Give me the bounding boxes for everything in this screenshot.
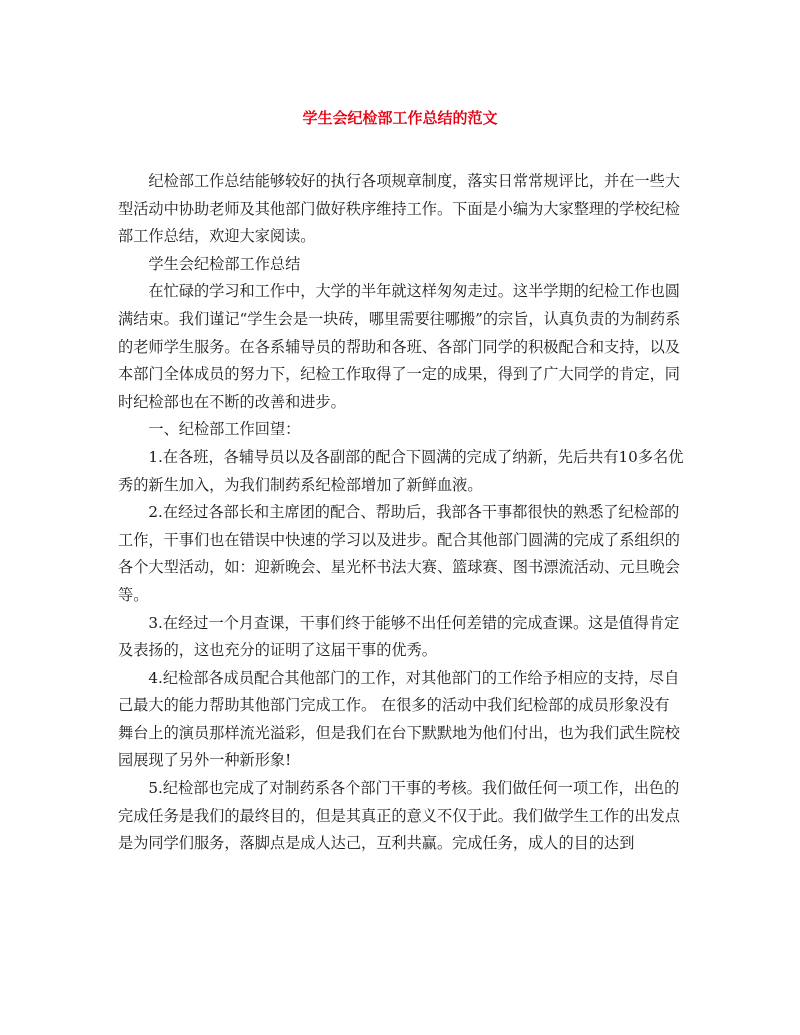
paragraph-item-1: 1.在各班，各辅导员以及各副部的配合下圆满的完成了纳新，先后共有10多名优秀的新生加入，为我们制药系纪检部增加了新鲜血液。	[118, 447, 684, 494]
paragraph-item-4: 4.纪检部各成员配合其他部门的工作，对其他部门的工作给予相应的支持，尽自己最大的能力帮助其他部门完成工作。 在很多的活动中我们纪检部的成员形象没有舞台上的演员那样流光溢彩，但是我们在台下默默地为他们付出，也为我们武生院校园展现了另外一种新形象!	[118, 668, 680, 770]
paragraph-intro: 纪检部工作总结能够较好的执行各项规章制度，落实日常常规评比，并在一些大型活动中协助老师及其他部门做好秩序维持工作。下面是小编为大家整理的学校纪检部工作总结，欢迎大家阅读。	[118, 172, 680, 246]
paragraph-item-5: 5.纪检部也完成了对制药系各个部门干事的考核。我们做任何一项工作，出色的完成任务是我们的最终目的，但是其真正的意义不仅于此。我们做学生工作的出发点是为同学们服务，落脚点是成人达己，互利共赢。完成任务，成人的目的达到	[118, 779, 680, 853]
paragraph-item-2: 2.在经过各部长和主席团的配合、帮助后，我部各干事都很快的熟悉了纪检部的工作，干事们也在错误中快速的学习以及进步。配合其他部门圆满的完成了系组织的各个大型活动，如：迎新晚会、星光杯书法大赛、篮球赛、图书漂流活动、元旦晚会等。	[118, 503, 680, 604]
paragraph-overview: 在忙碌的学习和工作中，大学的半年就这样匆匆走过。这半学期的纪检工作也圆满结束。我们谨记“学生会是一块砖，哪里需要往哪搬”的宗旨，认真负责的为制药系的老师学生服务。在各系辅导员的帮助和各班、各部门同学的积极配合和支持，以及本部门全体成员的努力下，纪检工作取得了一定的成果，得到了广大同学的肯定，同时纪检部也在不断的改善和进步。	[118, 282, 681, 411]
paragraph-subtitle: 学生会纪检部工作总结	[148, 254, 301, 273]
document-title: 学生会纪检部工作总结的范文	[302, 109, 498, 127]
document-body	[118, 168, 684, 858]
section-heading-review: 一、纪检部工作回望：	[148, 420, 301, 439]
paragraph-item-3: 3.在经过一个月查课，干事们终于能够不出任何差错的完成查课。这是值得肯定及表扬的，这也充分的证明了这届干事的优秀。	[118, 613, 680, 660]
